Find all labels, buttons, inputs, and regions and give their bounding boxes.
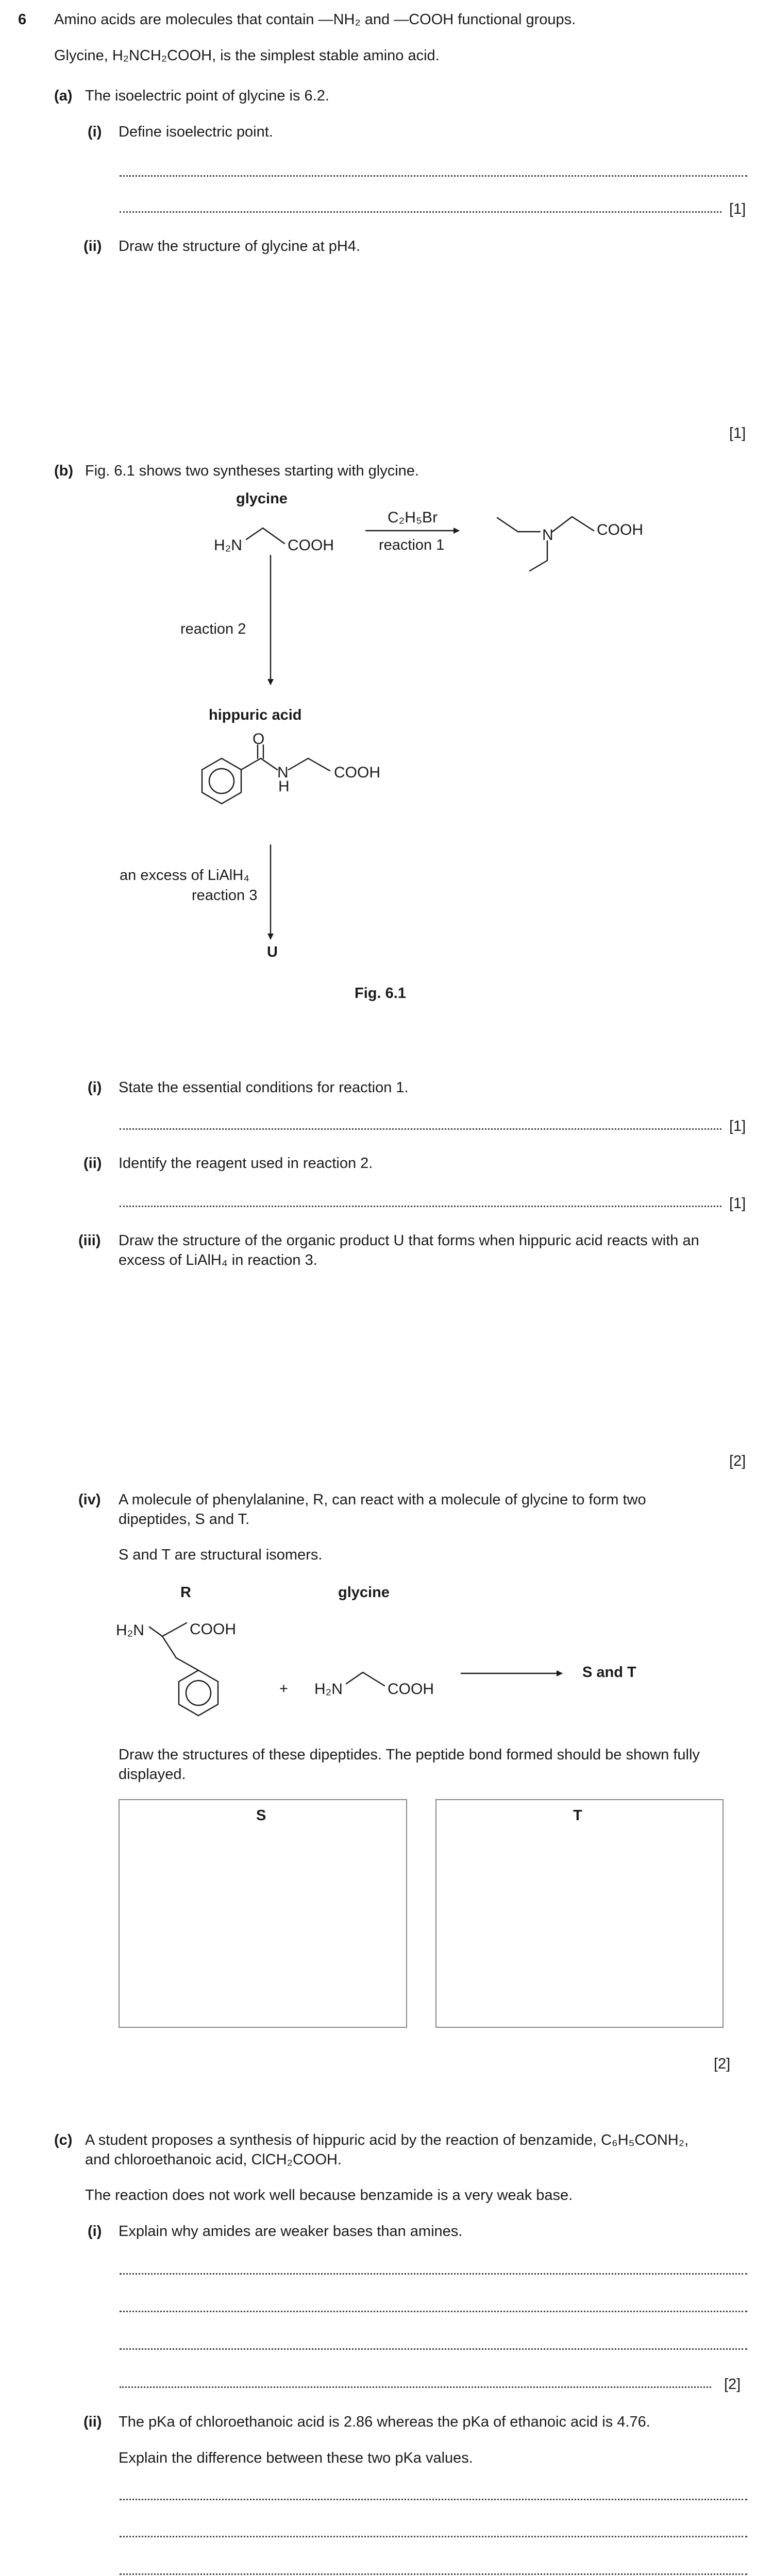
part-b-i-text: State the essential conditions for reaction 1. — [119, 1079, 409, 1096]
hippuric-o: O — [253, 731, 265, 748]
part-b-iv-draw-1: Draw the structures of these dipeptides. The peptide bond formed should be shown fully — [119, 1747, 700, 1763]
mark-b-iv: [2] — [714, 2056, 731, 2072]
part-c-label: (c) — [54, 2132, 73, 2148]
diethylglycine-skeleton — [497, 517, 594, 571]
mark-c-i: [2] — [724, 2376, 741, 2393]
r-h2n: H₂N — [116, 1622, 144, 1639]
part-b-iii-label: (iii) — [78, 1232, 101, 1249]
hippuric-acid-label: hippuric acid — [209, 707, 302, 723]
hippuric-n: N — [277, 764, 289, 781]
part-a-ii-text: Draw the structure of glycine at pH4. — [119, 238, 361, 255]
part-a-text: The isoelectric point of glycine is 6.2. — [85, 88, 329, 104]
mark-a-ii: [1] — [729, 425, 746, 442]
iv-glycine-label: glycine — [338, 1584, 390, 1601]
iv-glycine-skeleton — [346, 1672, 384, 1686]
hippuric-acid-skeleton — [202, 745, 330, 804]
part-c-i-label: (i) — [88, 2223, 102, 2240]
product-u-label: U — [267, 944, 278, 960]
part-b-iv-text-3: S and T are structural isomers. — [119, 1547, 323, 1563]
intro-line-2: Glycine, H₂NCH₂COOH, is the simplest stable amino acid. — [54, 47, 440, 64]
reaction-2-label: reaction 2 — [180, 621, 246, 637]
plus-sign: + — [279, 1681, 288, 1697]
hippuric-cooh: COOH — [334, 764, 380, 781]
iv-glycine-h2n: H₂N — [314, 1681, 343, 1698]
iv-glycine-cooh: COOH — [388, 1681, 434, 1698]
part-a-label: (a) — [54, 88, 73, 104]
intro-line-1: Amino acids are molecules that contain —NH₂ and —COOH functional groups. — [54, 11, 576, 28]
box-t-label: T — [573, 1807, 582, 1824]
part-c-text-3: The reaction does not work well because benzamide is a very weak base. — [85, 2187, 573, 2204]
part-b-iv-text-1: A molecule of phenylalanine, R, can react with a molecule of glycine to form two — [119, 1492, 646, 1508]
part-b-label: (b) — [54, 463, 74, 479]
box-s-label: S — [256, 1807, 266, 1824]
product-n: N — [542, 527, 553, 544]
part-b-ii-text: Identify the reagent used in reaction 2. — [119, 1155, 373, 1172]
part-c-ii-text-2: Explain the difference between these two pKa values. — [119, 2450, 473, 2466]
part-c-i-text: Explain why amides are weaker bases than amines. — [119, 2223, 463, 2240]
part-a-ii-label: (ii) — [83, 238, 102, 255]
mark-b-iii: [2] — [729, 1453, 746, 1469]
part-b-iv-draw-2: displayed. — [119, 1766, 186, 1783]
glycine-cooh: COOH — [288, 537, 334, 554]
excess-lialh4-label: an excess of LiAlH₄ — [120, 867, 250, 884]
fig-caption: Fig. 6.1 — [355, 985, 406, 1002]
phenylalanine-skeleton — [149, 1623, 218, 1716]
glycine-h2n: H₂N — [214, 537, 242, 554]
reagent-ethyl-bromide: C₂H₅Br — [388, 509, 438, 526]
product-cooh: COOH — [597, 521, 643, 538]
part-b-iii-text-1: Draw the structure of the organic product U that forms when hippuric acid reacts with an — [119, 1232, 699, 1249]
r-cooh: COOH — [190, 1621, 236, 1638]
part-b-iv-label: (iv) — [78, 1492, 101, 1508]
question-number: 6 — [18, 11, 27, 28]
part-c-text-1: A student proposes a synthesis of hippuric acid by the reaction of benzamide, C₆H₅CONH₂, — [85, 2132, 689, 2148]
part-a-i-label: (i) — [88, 124, 102, 140]
part-b-i-label: (i) — [88, 1079, 102, 1096]
fig-glycine-label: glycine — [236, 490, 288, 507]
part-b-iii-text-2: excess of LiAlH₄ in reaction 3. — [119, 1252, 317, 1268]
mark-b-ii: [1] — [729, 1195, 746, 1212]
part-b-ii-label: (ii) — [83, 1155, 102, 1172]
part-a-i-text: Define isoelectric point. — [119, 124, 273, 140]
part-c-ii-text: The pKa of chloroethanoic acid is 2.86 whereas the pKa of ethanoic acid is 4.76. — [119, 2414, 650, 2430]
mark-b-i: [1] — [729, 1118, 746, 1134]
glycine-skeleton — [246, 528, 284, 544]
part-c-ii-label: (ii) — [83, 2414, 102, 2430]
part-b-text: Fig. 6.1 shows two syntheses starting with glycine. — [85, 463, 419, 479]
part-b-iv-text-2: dipeptides, S and T. — [119, 1511, 250, 1528]
hippuric-h: H — [278, 778, 290, 795]
products-s-and-t: S and T — [582, 1664, 636, 1681]
reaction-3-label: reaction 3 — [192, 887, 258, 904]
part-c-text-2: and chloroethanoic acid, ClCH₂COOH. — [85, 2151, 342, 2168]
mark-a-i: [1] — [729, 201, 746, 217]
molecule-r-label: R — [180, 1584, 191, 1601]
reaction-1-label: reaction 1 — [379, 537, 445, 553]
